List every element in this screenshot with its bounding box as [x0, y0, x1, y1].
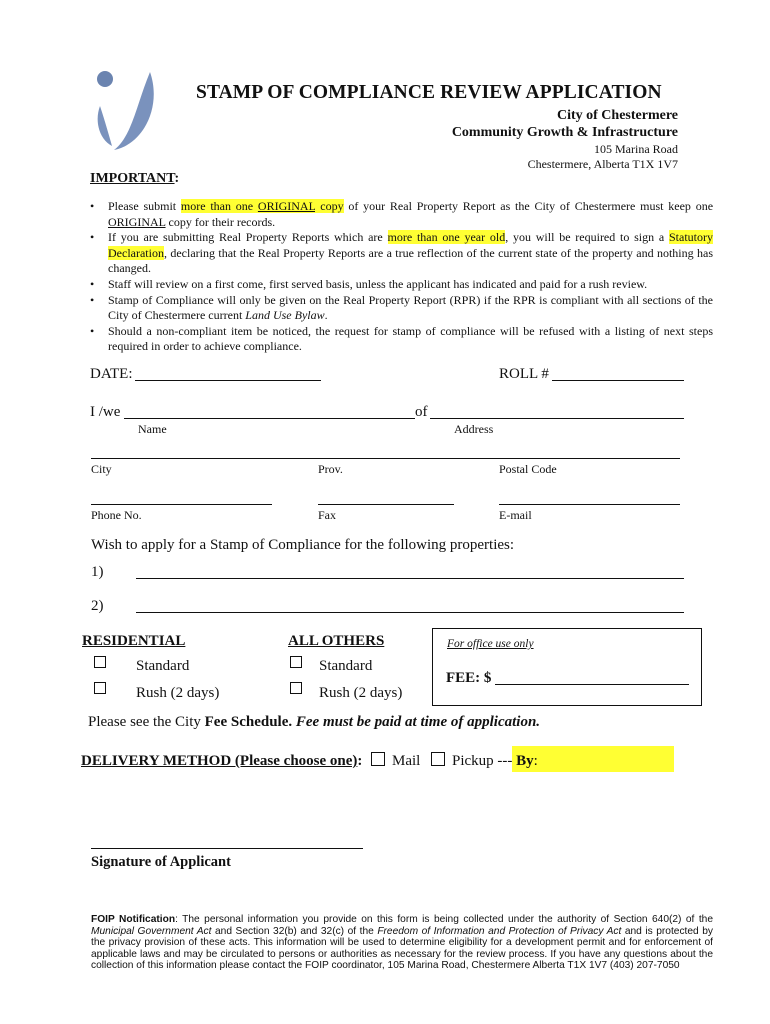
iwe-label: I /we: [90, 404, 121, 420]
address-line-2: Chestermere, Alberta T1X 1V7: [527, 157, 678, 171]
fee-field[interactable]: [495, 684, 689, 685]
pickup-label: Pickup --- By:: [452, 753, 538, 769]
property-2-field[interactable]: [136, 612, 684, 613]
signature-label: Signature of Applicant: [91, 854, 231, 870]
important-heading: [90, 171, 179, 187]
mail-label: Mail: [392, 753, 421, 769]
signature-field[interactable]: [91, 848, 363, 849]
city-prov-postal-field[interactable]: [91, 458, 680, 459]
name-caption: Name: [138, 422, 167, 436]
residential-rush-label: Rush (2 days): [136, 685, 220, 701]
address-line-1: 105 Marina Road: [594, 142, 678, 156]
address-caption: Address: [454, 422, 494, 436]
other-standard-checkbox[interactable]: [290, 656, 302, 668]
org-name: City of Chestermere: [556, 108, 678, 123]
fee-note: Please see the City Fee Schedule. Fee must be paid at time of application.: [88, 714, 541, 730]
roll-field[interactable]: [552, 380, 684, 381]
name-field[interactable]: [124, 418, 415, 419]
phone-field[interactable]: [91, 504, 272, 505]
date-field[interactable]: [135, 380, 321, 381]
of-label: of: [415, 404, 428, 420]
logo-swoosh-small: [98, 106, 112, 146]
fax-field[interactable]: [318, 504, 454, 505]
other-rush-checkbox[interactable]: [290, 682, 302, 694]
residential-rush-checkbox[interactable]: [94, 682, 106, 694]
date-label: DATE:: [90, 366, 133, 382]
important-heading-text: IMPORTANT: [90, 171, 175, 186]
other-standard-label: Standard: [319, 658, 373, 674]
list-item: • Should a non-compliant item be noticed, the request for stamp of compliance will be refused with a listing of next steps required in order to achieve compliance.: [89, 324, 713, 355]
dept-name: Community Growth & Infrastructure: [451, 125, 678, 140]
foip-notification: FOIP Notification: The personal information you provide on this form is being collected under the authority of Section 640(2) of the Municipal Government Act and Section 32(b) and 32(c) of the Freedom of Information and Protection of Privacy Act and is protected by the privacy provision of these acts. This information will be used to determine eligibility for a development permit and for enforcement of applicable laws and may be circulated to persons or authorities as necessary for the review process. If you have any questions about the collection of this information please contact the FOIP coordinator, 105 Marina Road, Chestermere Alberta T1X 1V7 (403) 207-7050: [91, 914, 713, 972]
list-item: • Please submit more than one ORIGINAL copy of your Real Property Report as the City of Chestermere must keep one ORIGINAL copy for their records.: [89, 199, 713, 230]
residential-standard-label: Standard: [136, 658, 190, 674]
page-title: STAMP OF COMPLIANCE REVIEW APPLICATION: [196, 82, 662, 103]
important-list: [89, 199, 713, 355]
properties-intro: Wish to apply for a Stamp of Compliance for the following properties:: [91, 537, 515, 553]
email-field[interactable]: [499, 504, 680, 505]
list-item: • Staff will review on a first come, first served basis, unless the applicant has indicated and paid for a rush review.: [89, 277, 713, 293]
delivery-row: DELIVERY METHOD (Please choose one):: [81, 753, 363, 769]
phone-caption: Phone No.: [91, 508, 142, 522]
office-use-box: [432, 628, 702, 706]
logo-swoosh-large: [114, 72, 154, 150]
postal-caption: Postal Code: [499, 462, 557, 476]
fax-caption: Fax: [318, 508, 336, 522]
prov-caption: Prov.: [318, 462, 343, 476]
list-item: • Stamp of Compliance will only be given on the Real Property Report (RPR) if the RPR is compliant with all sections of the City of Chestermere current Land Use Bylaw.: [89, 293, 713, 324]
property-2-label: 2): [91, 598, 104, 614]
important-heading-colon: :: [174, 171, 180, 186]
mail-checkbox[interactable]: [371, 752, 385, 766]
roll-label: ROLL #: [499, 366, 549, 382]
list-item: • If you are submitting Real Property Reports which are more than one year old, you will be required to sign a Statutory Declaration, declaring that the Real Property Reports are a true reflection of the current state of the property and nothing has changed.: [89, 230, 713, 277]
pickup-checkbox[interactable]: [431, 752, 445, 766]
email-caption: E-mail: [499, 508, 532, 522]
city-caption: City: [91, 462, 112, 476]
property-1-label: 1): [91, 564, 104, 580]
residential-heading: RESIDENTIAL: [82, 633, 186, 649]
fee-label: FEE: $: [446, 670, 492, 686]
logo-dot: [97, 71, 113, 87]
residential-standard-checkbox[interactable]: [94, 656, 106, 668]
city-logo: [92, 66, 158, 152]
delivery-label: DELIVERY METHOD (Please choose one): [81, 753, 358, 769]
property-1-field[interactable]: [136, 578, 684, 579]
other-rush-label: Rush (2 days): [319, 685, 403, 701]
all-others-heading: ALL OTHERS: [288, 633, 385, 649]
office-use-label: For office use only: [447, 638, 534, 650]
address-field[interactable]: [430, 418, 684, 419]
